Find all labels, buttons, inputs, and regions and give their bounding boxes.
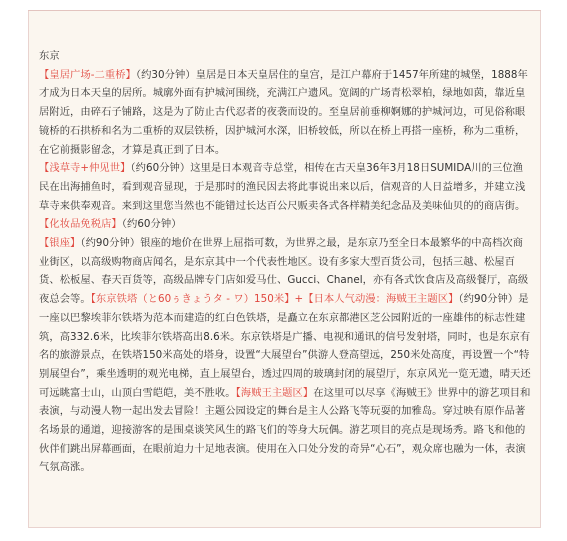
heading-ginza: 【银座】 (39, 237, 81, 250)
section-sensoji (39, 159, 532, 215)
duration-sensoji: （约60分钟） (130, 162, 191, 175)
body-one-piece: 在这里可以尽享《海贼王》世界中的游艺项目和表演，与动漫人物一起出发去冒险！主题公园设定的舞台是主人公路飞等玩耍的加雅岛。穿过映有原作品著名场景的通道，迎接游客的是围桌谈笑风生的路飞们的等身大玩偶。游艺项目的亮点是现场秀。路飞和他的伙伴们跳出屏幕画面，在眼前迫力十足地表演。使用在入口处分发的奇异“心石”，观众席也融为一体，表演气氛高涨。 (39, 386, 531, 474)
heading-one-piece: 【海贼王主题区】 (235, 386, 314, 399)
body-imperial-palace: 皇居是日本天皇居住的皇宫，是江户幕府于1457年所建的城堡，1888年才成为日本天皇的居所。城廓外面有护城河围绕，充满江户遗风。宽阔的广场青松翠柏，绿地如茵，靠近皇居附近，由碎石子铺路，这是为了防止古代忍者的夜袭而设的。至皇居前垂柳婀娜的护城河边，可见俗称眼镜桥的石拱桥和名为二重桥的双层铁桥，因护城河水深，旧桥较低，所以在桥上再搭一座桥，称为二重桥，在它前摄影留念，才算是真正到了日本。 (39, 68, 528, 156)
section-ginza (39, 234, 532, 477)
section-imperial-palace (39, 66, 532, 160)
heading-sensoji: 【浅草寺+仲见世】 (39, 162, 131, 175)
duration-tokyo-tower: （约90分钟） (458, 293, 519, 306)
heading-duty-free: 【化妆品免税店】 (39, 218, 122, 231)
heading-tokyo-tower: 【东京铁塔（と60ぅきょうタ - ワ）150米】+【日本人气动漫：海贼王主题区】 (90, 293, 459, 306)
section-title: 东京 (39, 50, 60, 62)
duration-ginza: （约90分钟） (80, 237, 141, 250)
content-panel (28, 10, 541, 528)
duration-imperial-palace: （约30分钟） (135, 68, 196, 81)
body-tokyo-tower: 是一座以巴黎埃菲尔铁塔为范本而建造的红白色铁塔，是矗立在东京都港区芝公园附近的一座雄伟的标志性建筑，高332.6米，比埃菲尔铁塔高出8.6米。东京铁塔是广播、电视和通讯的信号发射塔，同时，也是东京有名的旅游景点，在铁塔150米高处的塔身，设置“大展望台”供游人登高望远，250米处高度，再设置一个“特别展望台”，乘坐透明的观光电梯，直上展望台，透过四周的玻璃封闭的展望厅，东京风光一览无遗，晴天还可远眺富士山，山顶白雪皑皑，美不胜收。 (39, 293, 531, 399)
body-ginza: 银座的地价在世界上屈指可数，为世界之最，是东京乃至全日本最繁华的中高档次商业街区，以高级购物商店闻名，是东京其中一个代表性地区。设有多家大型百货公司，包括三越、松屋百货、松板屋、春天百货等，高级品牌专门店如爱马仕、Gucci、Chanel，亦有各式饮食店及高级餐厅，高级夜总会等。 (39, 237, 529, 306)
article (39, 47, 532, 477)
section-duty-free (39, 215, 532, 234)
heading-imperial-palace: 【皇居广场-二重桥】 (39, 68, 136, 81)
body-sensoji: 这里是日本观音寺总堂，相传在古天皇36年3月18日SUMIDA川的三位渔民在出海捕鱼时，看到观音显现，于是那时的渔民因去将此事说出来以后，信观音的人日益增多，并建立浅草寺来供奉观音。来到这里您当然也不能错过长达百公尺贩卖各式各样精美纪念品及美味仙贝的的商店街。 (39, 162, 526, 212)
duration-duty-free: （约60分钟） (121, 218, 182, 231)
